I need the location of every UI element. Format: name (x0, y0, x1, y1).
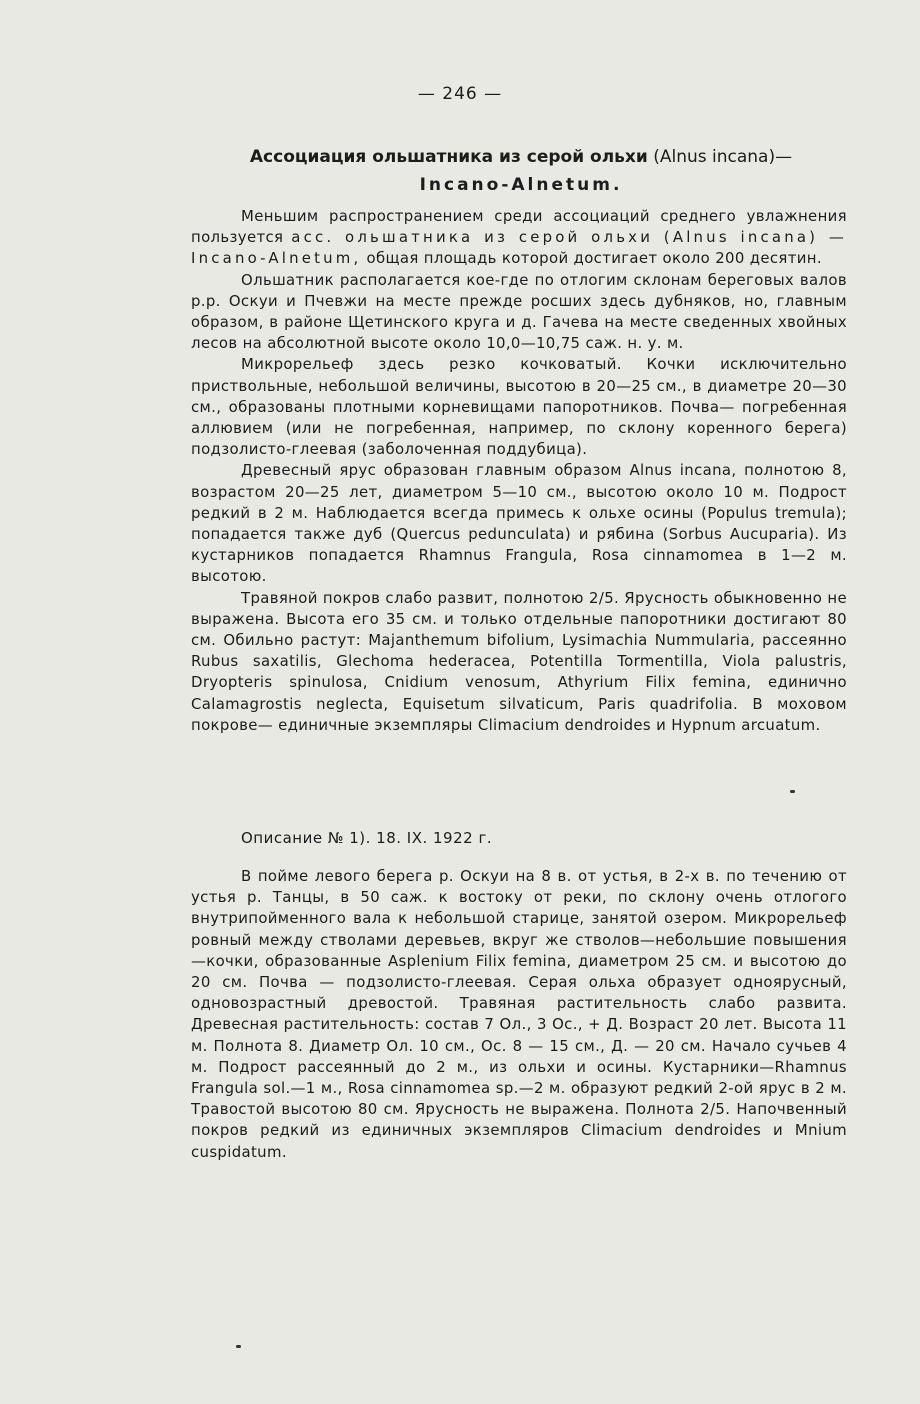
paragraph: Микрорельеф здесь резко кочковатый. Кочки исключительно приствольные, небольшой величины, высотою в 20—25 см., в диаметре 20—30 см., образованы плотными корневищами папоротников. Почва— погребенная аллювием (или не погребенная, например, по склону коренного берега) подзолисто-глеевая (заболоченная поддубица). (191, 355, 847, 459)
heading-latin: (Alnus incana)— (647, 147, 793, 167)
heading-line-1 (196, 143, 846, 171)
section-heading (196, 143, 846, 199)
heading-bold: Ассоциация ольшатника из серой ольхи (249, 147, 648, 167)
paragraph: Древесный ярус образован главным образом Alnus incana, полнотою 8, возрастом 20—25 лет, диаметром 5—10 см., высотою около 10 м. Подрост редкий в 2 м. Наблюдается всегда примесь к ольхе осины (Populus tremula); попадается также дуб (Quercus pedunculata) и рябина (Sorbus Aucuparia). Из кустарников попадается Rhamnus Frangula, Rosa cinnamomea в 1—2 м. высотою. (191, 461, 847, 586)
ink-speck (790, 790, 795, 793)
paragraph: В пойме левого берега р. Оскуи на 8 в. от устья, в 2-х в. по течению от устья р. Танцы, в 50 саж. к востоку от реки, по склону очень отлогого внутрипойменного вала к небольшой старице, занятой озером. Микрорельеф ровный между стволами деревьев, вкруг же стволов—небольшие повышения—кочки, образованные Asplenium Filix femina, диаметром 25 см. и высотою до 20 см. Почва — подзолисто-глеевая. Серая ольха образует одноярусный, одновозрастный древостой. Травяная растительность слабо развита. Древесная растительность: состав 7 Ол., 3 Ос., + Д. Возраст 20 лет. Высота 11 м. Полнота 8. Диаметр Ол. 10 см., Ос. 8 — 15 см., Д. — 20 см. Начало сучьев 4 м. Подрост рассеянный до 2 м., из ольхи и осины. Кустарники—Rhamnus Frangula sol.—1 м., Rosa cinnamomea sp.—2 м. образуют редкий 2-ой ярус в 2 м. Травостой высотою 80 см. Ярусность не выражена. Полнота 2/5. Напочвенный покров редкий из единичных экземпляров Climacium dendroides и Mnium cuspidatum. (191, 867, 847, 1161)
section-1-text (191, 206, 847, 736)
paragraph (191, 206, 847, 270)
page-number: — 246 — (417, 84, 503, 104)
section-2-text (191, 866, 847, 1163)
text-run-spaced: асс. ольшатника из серой ольхи (Alnus incana) — Incano-Alnetum, (191, 228, 847, 268)
description-heading: Описание № 1). 18. IX. 1922 г. (241, 829, 493, 847)
heading-line-2: Incano-Alnetum. (419, 175, 623, 195)
text-run: общая площадь которой достигает около 200 десятин. (361, 249, 822, 268)
paragraph: Ольшатник располагается кое-где по отлогим склонам береговых валов р.р. Оскуи и Пчевжи на месте прежде росших здесь дубняков, но, главным образом, в районе Щетинского круга и д. Гачева на месте сведенных хвойных лесов на абсолютной высоте около 10,0—10,75 саж. н. у. м. (191, 270, 847, 353)
paragraph: Травяной покров слабо развит, полнотою 2/5. Ярусность обыкновенно не выражена. Высота его 35 см. и только отдельные папоротники достигают 80 см. Обильно растут: Majanthemum bifolium, Lysimachia Nummularia, рассеянно Rubus saxatilis, Glechoma hederacea, Potentilla Tormentilla, Viola palustris, Dryopteris spinulosa, Cnidium venosum, Athyrium Filix femina, единично Calamagrostis neglecta, Equisetum silvaticum, Paris quadrifolia. В моховом покрове— единичные экземпляры Climacium dendroides и Hypnum arcuatum. (191, 588, 847, 734)
text-run: Меньшим распространением среди ассоциаций среднего увлажнения пользуется (191, 207, 847, 247)
ink-speck (236, 1345, 241, 1348)
